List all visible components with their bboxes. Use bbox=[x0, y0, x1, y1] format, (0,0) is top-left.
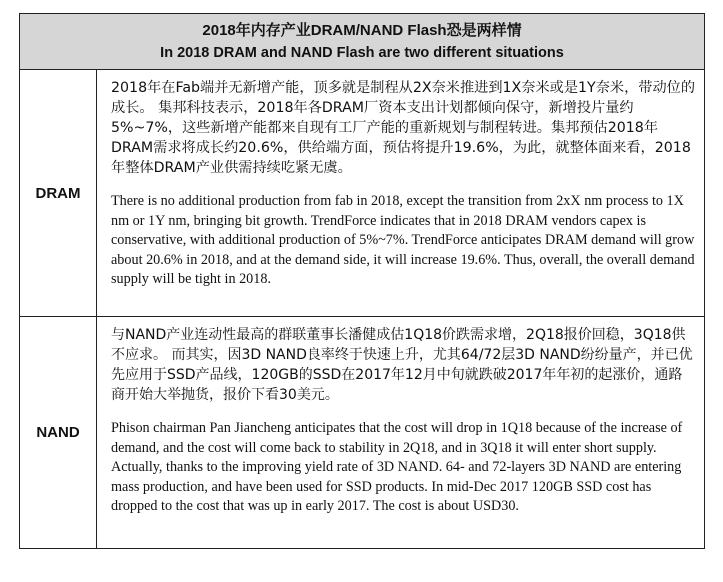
table-header-row bbox=[20, 14, 705, 70]
dram-text-chinese: 2018年在Fab端并无新增产能，顶多就是制程从2X奈米推进到1X奈米或是1Y奈米，带动位的成长。 集邦科技表示，2018年各DRAM厂资本支出计划都倾向保守，新增投片量约5%~7%，这些新增产能都来自现有工厂产能的重新规划与制程转进。集邦预估2018年DRAM需求将成长约20.6%，供给端方面，预估将提升19.6%，为此，就整体面来看，2018年整体DRAM产业供需持续吃紧无虞。 bbox=[111, 80, 696, 176]
title-english: In 2018 DRAM and NAND Flash are two different situations bbox=[160, 44, 564, 61]
table-row-dram bbox=[20, 70, 705, 317]
nand-text-english: Phison chairman Pan Jiancheng anticipates that the cost will drop in 1Q18 because of the increase of demand, and the cost will come back to stability in 2Q18, and in 3Q18 it will enter short supply. Actually, thanks to the improving yield rate of 3D NAND. 64- and 72-layers 3D NAND are entering mass production, and have been used for SSD products. In mid-Dec 2017 120GB SSD cost has dropped to the cost that was up in early 2017. The cost is about USD30. bbox=[111, 420, 683, 514]
row-label-dram: DRAM bbox=[20, 70, 97, 317]
title-chinese: 2018年内存产业DRAM/NAND Flash恐是两样情 bbox=[202, 21, 522, 39]
row-content-nand bbox=[97, 317, 705, 549]
table-row-nand bbox=[20, 317, 705, 549]
comparison-table bbox=[19, 13, 705, 549]
row-content-dram bbox=[97, 70, 705, 317]
dram-text-english: There is no additional production from fab in 2018, except the transition from 2xX nm process to 1X nm or 1Y nm, bringing bit growth. TrendForce indicates that in 2018 DRAM vendors capex is conservative, with additional production of 5%~7%. TrendForce anticipates DRAM demand will grow about 20.6% in 2018, and at the demand side, it will increase 19.6%. Thus, overall, the overall demand supply will be tight in 2018. bbox=[111, 193, 695, 287]
row-label-nand: NAND bbox=[20, 317, 97, 549]
nand-text-chinese: 与NAND产业连动性最高的群联董事长潘健成估1Q18价跌需求增，2Q18报价回稳，3Q18供不应求。 而其实，因3D NAND良率终于快速上升，尤其64/72层3D NAND纷纷量产，并已优先应用于SSD产品线，120GB的SSD在2017年12月中旬就跌破2017年年初的起涨价，通路商开始大举抛货，报价下看30美元。 bbox=[111, 327, 693, 403]
table-header bbox=[20, 14, 705, 70]
